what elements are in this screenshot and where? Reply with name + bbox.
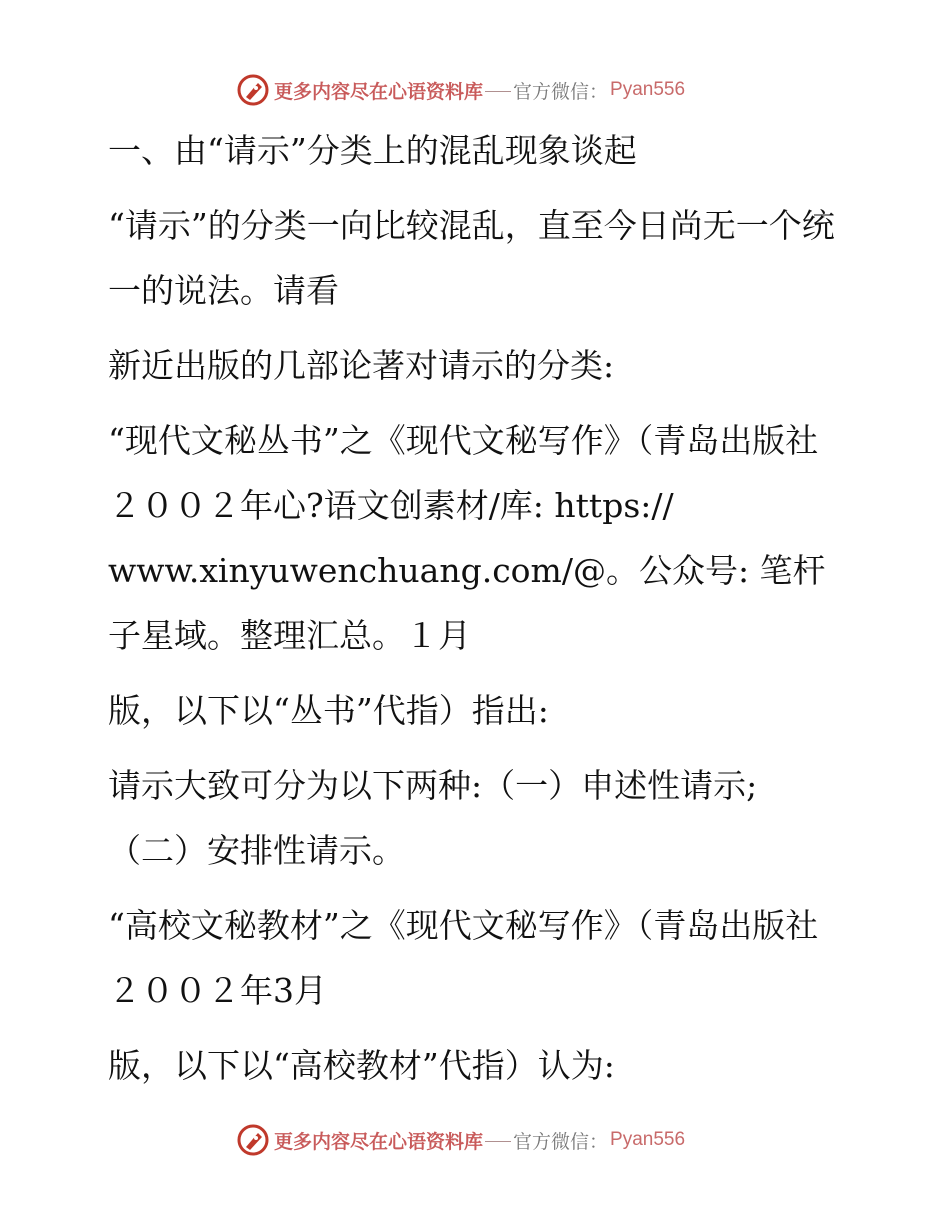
- header-banner: [236, 72, 685, 108]
- banner-sub-text: 官方微信：: [513, 80, 609, 103]
- banner-sub-text: 官方微信：: [513, 1130, 609, 1153]
- paragraph: “现代文秘丛书”之《现代文秘写作》（青岛出版社２００２年心?语文创素材/库: https:// www.xinyuwenchuang.com/@。公众号: 笔杆子星域。整理汇总。１月: [108, 421, 826, 655]
- paragraph: 新近出版的几部论著对请示的分类:: [108, 346, 615, 385]
- paragraph: “请示”的分类一向比较混乱，直至今日尚无一个统一的说法。请看: [108, 206, 835, 310]
- paragraph: 版，以下以“高校教材”代指）认为:: [108, 1046, 615, 1085]
- paragraph: “高校文秘教材”之《现代文秘写作》（青岛出版社２００２年3月: [108, 906, 819, 1010]
- paragraph: 请示大致可分为以下两种:（一）申述性请示;（二）安排性请示。: [108, 766, 758, 870]
- section-heading: 一、由“请示”分类上的混乱现象谈起: [108, 131, 637, 170]
- pen-nib-logo-icon: [236, 73, 270, 107]
- banner-wechat-id: Pyan556: [610, 1129, 686, 1150]
- banner-dash: [485, 91, 511, 92]
- document-body: [96, 118, 836, 1098]
- footer-banner: [236, 1122, 685, 1158]
- banner-dash: [485, 1141, 511, 1142]
- pen-nib-logo-icon: [236, 1123, 270, 1157]
- banner-main-text: 更多内容尽在心语资料库: [274, 1130, 484, 1153]
- banner-main-text: 更多内容尽在心语资料库: [274, 80, 484, 103]
- paragraph: 版，以下以“丛书”代指）指出:: [108, 691, 549, 730]
- banner-wechat-id: Pyan556: [610, 79, 686, 100]
